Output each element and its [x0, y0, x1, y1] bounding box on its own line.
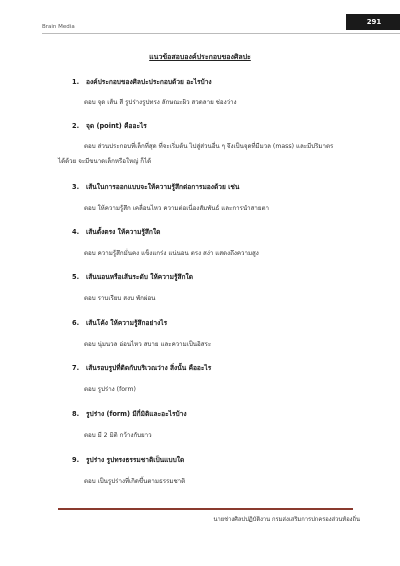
answer-7: ตอบ รูปร่าง (form) [84, 386, 136, 393]
question-text: เส้นตั้งตรง ให้ความรู้สึกใด [86, 228, 161, 236]
question-1 [72, 76, 212, 87]
question-7 [72, 362, 211, 373]
footer-divider [58, 508, 353, 510]
footer-text: นายช่างศิลปปฏิบัติงาน กรมส่งเสริมการปกครองส่วนท้องถิ่น [213, 517, 360, 523]
answer-1: ตอบ จุด เส้น สี รูปร่างรูปทรง ลักษณะผิว สวดลาย ช่องว่าง [84, 99, 237, 106]
answer-2-continued: ได้ด้วย จะมีขนาดเล็กหรือใหญ่ ก็ได้ [58, 158, 152, 165]
question-number: 3. [72, 183, 80, 191]
question-number: 6. [72, 319, 80, 327]
brand-label: Brain Media [42, 24, 75, 30]
question-5 [72, 271, 193, 282]
question-text: เส้นรอบรูปที่ติดกับบริเวณว่าง สิ่งนั้น คืออะไร [86, 364, 212, 372]
question-text: องค์ประกอบของศิลปะประกอบด้วย อะไรบ้าง [86, 78, 212, 86]
question-number: 1. [72, 78, 80, 86]
question-number: 7. [72, 364, 80, 372]
question-number: 4. [72, 228, 80, 236]
question-text: เส้นในการออกแบบจะให้ความรู้สึกต่อการมองด้วย เช่น [86, 183, 240, 191]
question-text: เส้นนอนหรือเส้นระดับ ให้ความรู้สึกใด [86, 273, 194, 281]
question-6 [72, 317, 167, 328]
page-title: แนวข้อสอบองค์ประกอบของศิลปะ [149, 53, 251, 61]
answer-2: ตอบ ส่วนประกอบที่เล็กที่สุด ที่จะเริ่มต้น ไปสู่ส่วนอื่น ๆ จึงเป็นจุดที่มีมวล (mass) และมีปริมาตร [84, 143, 334, 150]
question-number: 5. [72, 273, 80, 281]
question-text: รูปร่าง รูปทรงธรรมชาติเป็นแบบใด [86, 456, 185, 464]
answer-4: ตอบ ความรู้สึกมั่นคง แข็งแกร่ง แน่นอน ตรง สง่า แสดงถึงความสูง [84, 250, 259, 257]
header-divider [42, 33, 400, 34]
question-text: จุด (point) คืออะไร [86, 122, 147, 130]
page-number-badge: 291 [346, 14, 400, 30]
question-2 [72, 120, 147, 131]
answer-5: ตอบ ราบเรียบ สงบ พักผ่อน [84, 295, 156, 302]
answer-9: ตอบ เป็นรูปร่างที่เกิดขึ้นตามธรรมชาติ [84, 478, 186, 485]
question-text: เส้นโค้ง ให้ความรู้สึกอย่างไร [86, 319, 168, 327]
answer-3: ตอบ ให้ความรู้สึก เคลื่อนไหว ความต่อเนื่องสัมพันธ์ และการนำสายตา [84, 205, 269, 212]
question-number: 9. [72, 456, 80, 464]
question-9 [72, 454, 184, 465]
answer-8: ตอบ มี 2 มิติ กว้างกับยาว [84, 432, 152, 439]
question-number: 2. [72, 122, 80, 130]
question-number: 8. [72, 410, 80, 418]
question-text: รูปร่าง (form) มีกี่มิติและอะไรบ้าง [86, 410, 187, 418]
question-8 [72, 408, 187, 419]
answer-6: ตอบ นุ่มนวล อ่อนไหว สบาย และความเป็นอิสระ [84, 341, 212, 348]
question-3 [72, 181, 239, 192]
question-4 [72, 226, 160, 237]
